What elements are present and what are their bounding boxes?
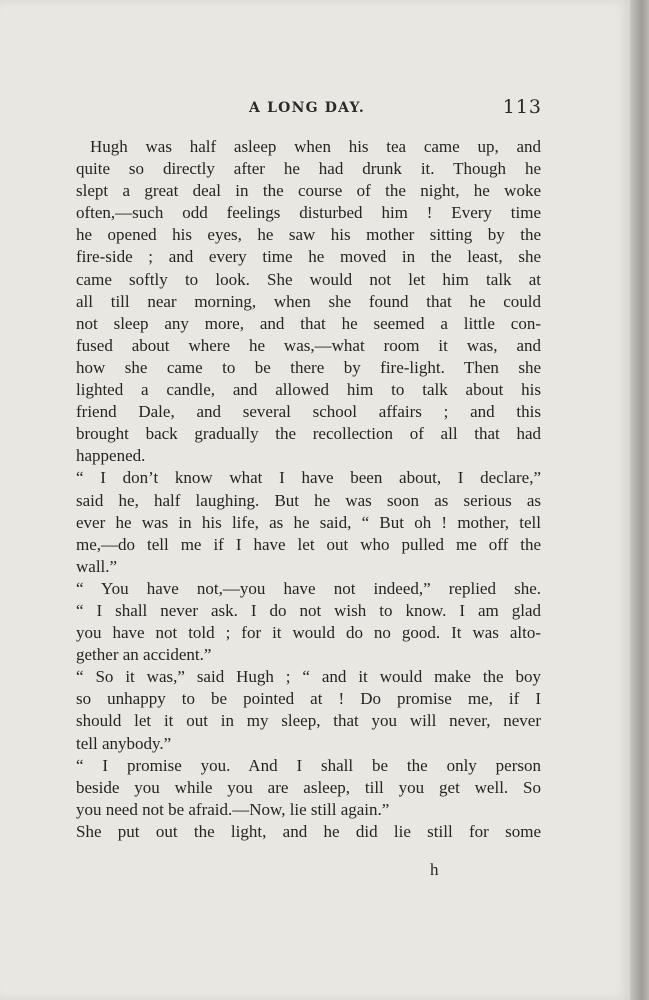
text-line: “ I promise you. And I shall be the only person	[76, 755, 541, 775]
text-line: all till near morning, when she found that he could	[76, 291, 541, 311]
text-line: happened.	[76, 446, 146, 466]
text-line: ever he was in his life, as he said, “ But oh ! mother, tell	[76, 512, 541, 532]
page-header	[72, 96, 542, 124]
running-head: A LONG DAY.	[249, 100, 365, 116]
text-line: “ I shall never ask. I do not wish to know. I am glad	[76, 600, 541, 620]
text-line: slept a great deal in the course of the night, he woke	[76, 181, 541, 201]
text-line: often,—such odd feelings disturbed him ! Every time	[76, 203, 541, 223]
text-line: came softly to look. She would not let him talk at	[76, 269, 541, 289]
text-line: gether an accident.”	[76, 645, 212, 665]
text-line: said he, half laughing. But he was soon as serious as	[76, 490, 541, 510]
text-line: how she came to be there by fire-light. Then she	[76, 357, 541, 377]
text-line: “ You have not,—you have not indeed,” replied she.	[76, 578, 541, 598]
text-line: not sleep any more, and that he seemed a little con-	[76, 313, 541, 333]
text-line: so unhappy to be pointed at ! Do promise me, if I	[76, 689, 541, 709]
text-line: brought back gradually the recollection of all that had	[76, 424, 541, 444]
signature-mark: h	[430, 860, 439, 879]
text-line: “ So it was,” said Hugh ; “ and it would make the boy	[76, 667, 541, 687]
text-line: Hugh was half asleep when his tea came up, and	[90, 137, 541, 156]
text-line: he opened his eyes, he saw his mother sitting by the	[76, 225, 541, 245]
body-text	[76, 136, 541, 843]
text-line: lighted a candle, and allowed him to talk about his	[76, 380, 541, 400]
text-line: wall.”	[76, 556, 118, 576]
text-line: friend Dale, and several school affairs ; and this	[76, 402, 541, 422]
text-line: should let it out in my sleep, that you will never, never	[76, 711, 541, 731]
page-number: 113	[502, 96, 542, 118]
text-line: you need not be afraid.—Now, lie still again.”	[76, 799, 390, 819]
text-line: tell anybody.”	[76, 733, 172, 753]
text-line: you have not told ; for it would do no good. It was alto-	[76, 623, 541, 643]
text-line: “ I don’t know what I have been about, I declare,”	[76, 468, 541, 488]
text-line: fire-side ; and every time he moved in the least, she	[76, 247, 541, 267]
text-line: fused about where he was,—what room it was, and	[76, 335, 541, 355]
text-line: me,—do tell me if I have let out who pulled me off the	[76, 534, 541, 554]
text-line: quite so directly after he had drunk it. Though he	[76, 159, 541, 179]
page-edge	[630, 0, 649, 1000]
text-line: beside you while you are asleep, till you get well. So	[76, 777, 541, 797]
text-line: She put out the light, and he did lie still for some	[76, 821, 541, 841]
